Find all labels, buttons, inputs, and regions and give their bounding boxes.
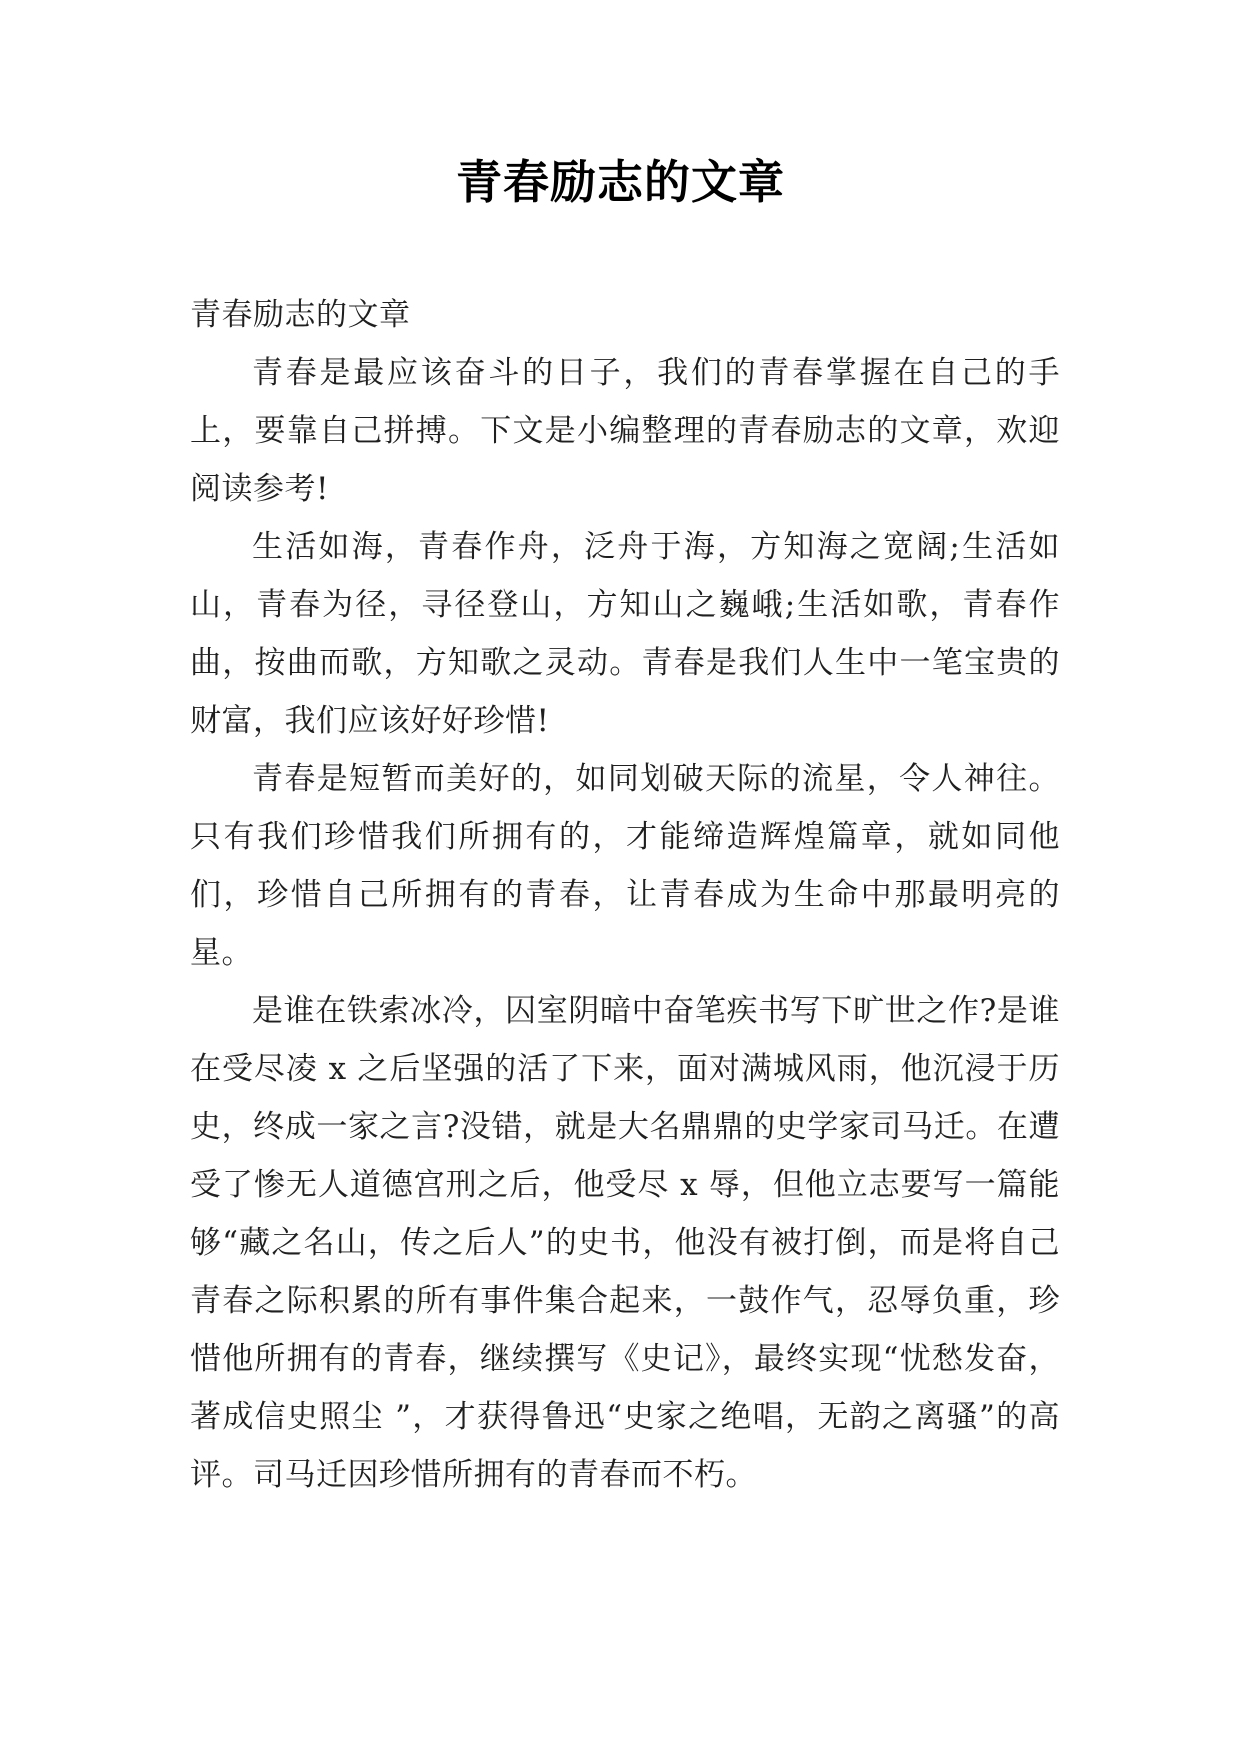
paragraph-intro: 青春是最应该奋斗的日子，我们的青春掌握在自己的手上，要靠自己拼搏。下文是小编整理的青春励志的文章，欢迎阅读参考! — [190, 355, 1060, 507]
document-subtitle: 青春励志的文章 — [190, 297, 411, 333]
paragraph-life-metaphor: 生活如海，青春作舟，泛舟于海，方知海之宽阔;生活如山，青春为径，寻径登山，方知山之巍峨;生活如歌，青春作曲，按曲而歌，方知歌之灵动。青春是我们人生中一笔宝贵的财富，我们应该好好珍惜! — [190, 529, 1060, 739]
document-title: 青春励志的文章 — [456, 155, 785, 209]
paragraph-youth-meteor: 青春是短暂而美好的，如同划破天际的流星，令人神往。只有我们珍惜我们所拥有的，才能缔造辉煌篇章，就如同他们，珍惜自己所拥有的青春，让青春成为生命中那最明亮的星。 — [190, 761, 1060, 971]
paragraph-sima-qian: 是谁在铁索冰冷，囚室阴暗中奋笔疾书写下旷世之作?是谁在受尽凌 x 之后坚强的活了下来，面对满城风雨，他沉浸于历史，终成一家之言?没错，就是大名鼎鼎的史学家司马迁。在遭受了惨无人道德宫刑之后，他受尽 x 辱，但他立志要写一篇能够“藏之名山，传之后人”的史书，他没有被打倒，而是将自己青春之际积累的所有事件集合起来，一鼓作气，忍辱负重，珍惜他所拥有的青春，继续撰写《史记》，最终实现“忧愁发奋，著成信史照尘 ”，才获得鲁迅“史家之绝唱，无韵之离骚”的高评。司马迁因珍惜所拥有的青春而不朽。 — [190, 993, 1060, 1493]
document-body — [190, 286, 1060, 1504]
